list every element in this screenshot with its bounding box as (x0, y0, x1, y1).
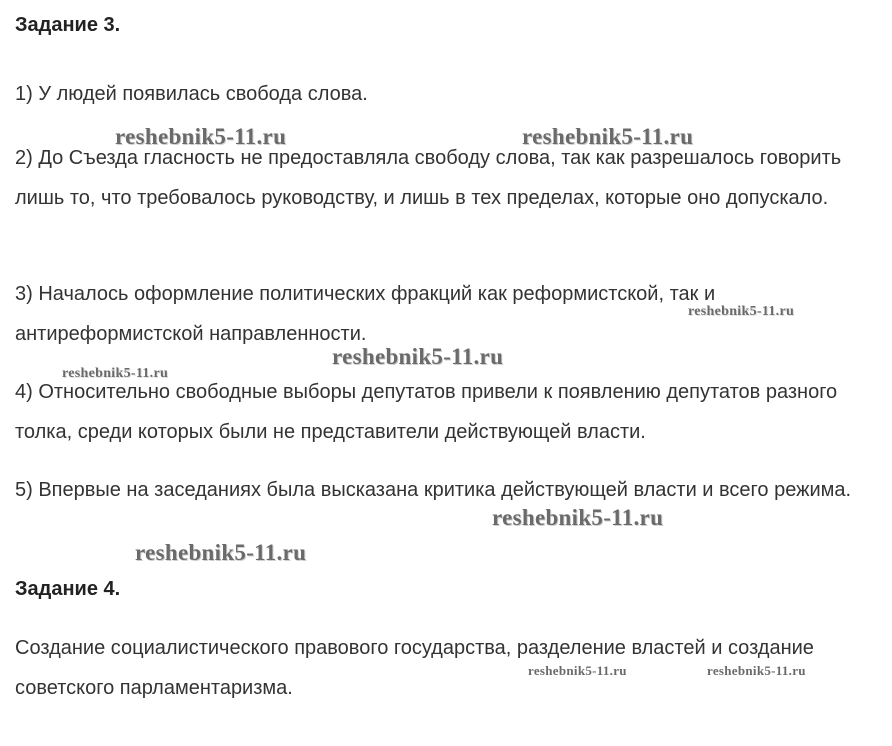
task-3-item-4: 4) Относительно свободные выборы депутатов привели к появлению депутатов разного толка, среди которых были не представители действующей власти. (15, 381, 838, 443)
watermark: reshebnik5-11.ru (135, 540, 307, 565)
task-3-heading: Задание 3. (15, 14, 121, 36)
watermark: reshebnik5-11.ru (332, 344, 504, 369)
watermark: reshebnik5-11.ru (62, 366, 169, 381)
task-3-item-5: 5) Впервые на заседаниях была высказана критика действующей власти и всего режима. (15, 479, 852, 501)
watermark: reshebnik5-11.ru (688, 304, 795, 319)
watermark: reshebnik5-11.ru (707, 663, 806, 678)
task-4-text: Создание социалистического правового государства, разделение властей и создание советского парламентаризма. (15, 637, 814, 699)
task-4-heading: Задание 4. (15, 578, 121, 600)
watermark: reshebnik5-11.ru (492, 505, 664, 530)
watermark: reshebnik5-11.ru (522, 124, 694, 149)
watermark: reshebnik5-11.ru (115, 124, 287, 149)
watermark: reshebnik5-11.ru (528, 663, 627, 678)
task-3-item-1: 1) У людей появилась свобода слова. (15, 83, 368, 105)
task-3-item-3: 3) Началось оформление политических фракций как реформистской, так и антиреформистской направленности. (15, 283, 716, 345)
task-3-item-2: 2) До Съезда гласность не предоставляла свободу слова, так как разрешалось говорить лишь то, что требовалось руководству, и лишь в тех пределах, которые оно допускало. (15, 147, 842, 209)
